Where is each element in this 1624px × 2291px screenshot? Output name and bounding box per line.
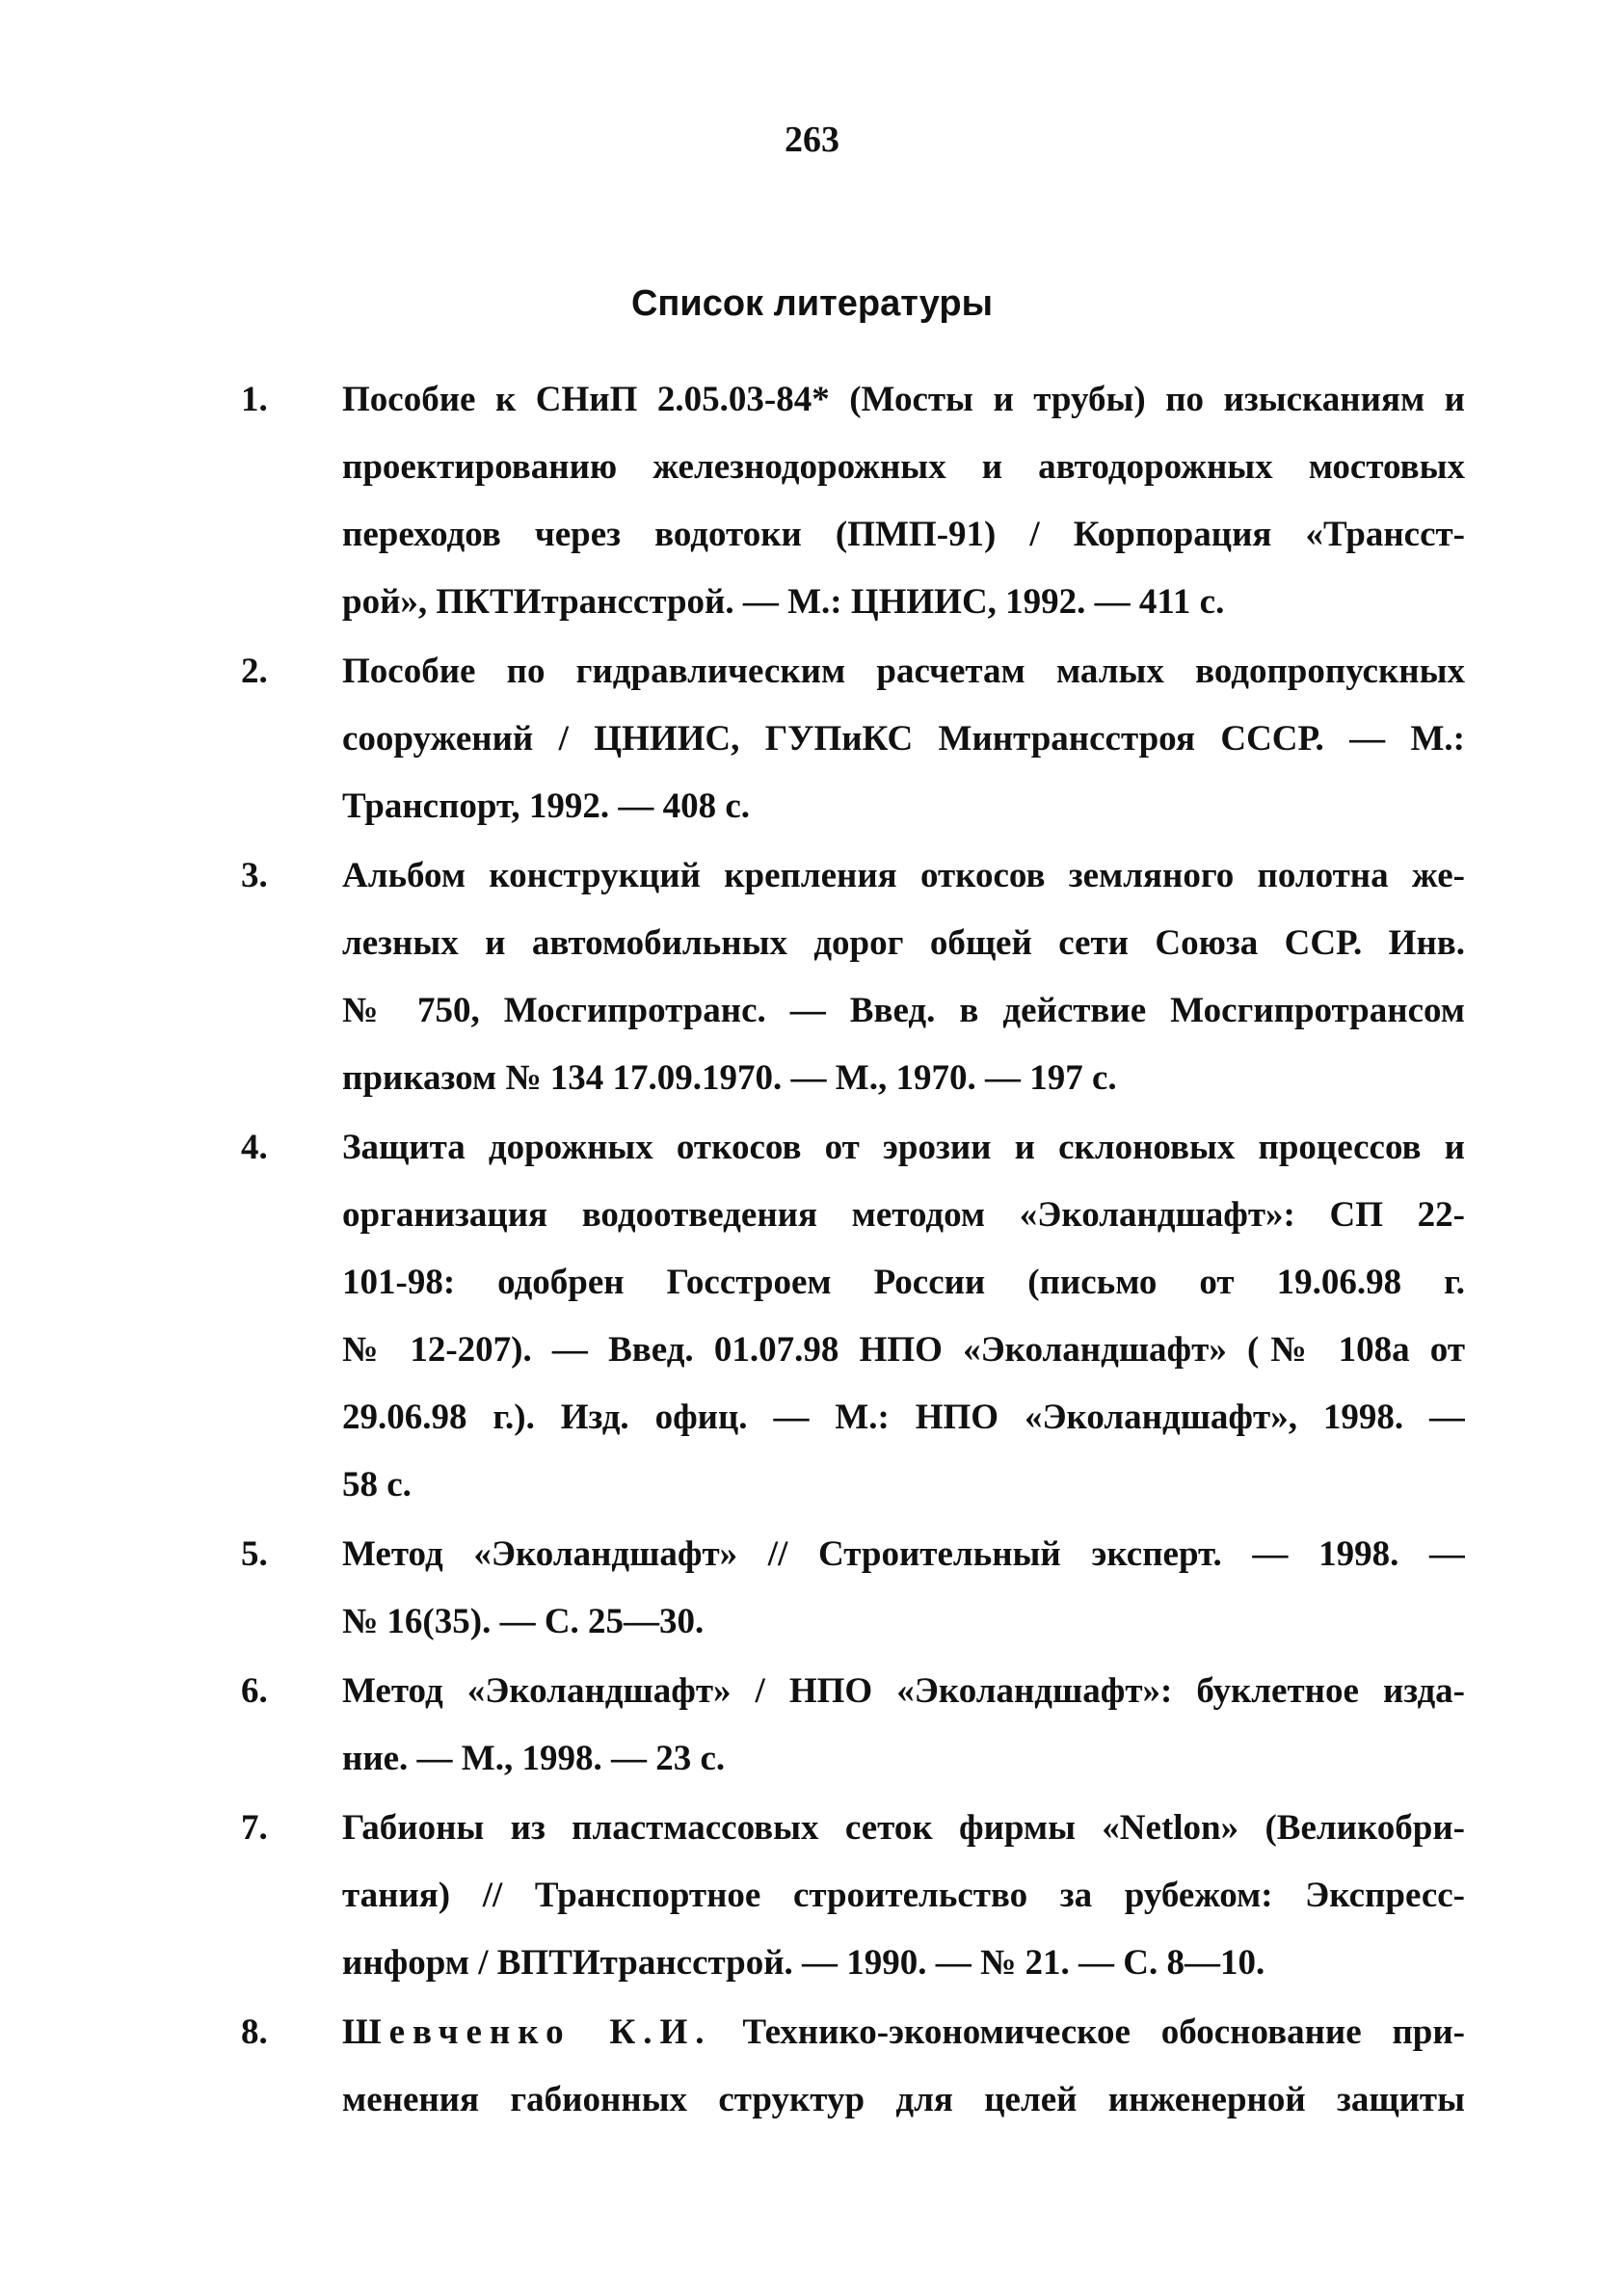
reference-line: лезных и автомобильных дорог общей сети Союза ССР. Инв.: [342, 923, 1465, 963]
reference-line: Транспорт, 1992. — 408 с.: [342, 786, 751, 826]
reference-line: 29.06.98 г.). Изд. офиц. — М.: НПО «Эколандшафт», 1998. —: [342, 1398, 1465, 1437]
reference-line: менения габионных структур для целей инженерной защиты: [342, 2080, 1465, 2119]
reference-author: Шевченко К.И.: [342, 2012, 712, 2052]
page-number: 263: [785, 120, 839, 160]
reference-line: Габионы из пластмассовых сеток фирмы «Netlon» (Великобри-: [342, 1808, 1465, 1848]
reference-item-1: [241, 366, 1465, 636]
reference-number: 8.: [241, 2012, 268, 2052]
reference-line: № 16(35). — С. 25—30.: [342, 1602, 705, 1641]
reference-number: 1.: [241, 380, 268, 419]
reference-number: 2.: [241, 652, 268, 691]
reference-line: Защита дорожных откосов от эрозии и склоновых процессов и: [342, 1128, 1465, 1167]
reference-line-text: Технико-экономическое обоснование при-: [711, 2012, 1465, 2052]
reference-item-5: [241, 1521, 1465, 1656]
reference-text: [342, 638, 1465, 840]
reference-text: [342, 842, 1465, 1112]
reference-line: Пособие по гидравлическим расчетам малых водопропускных: [342, 652, 1465, 691]
reference-line: № 750, Мосгипротранс. — Введ. в действие Мосгипротрансом: [342, 991, 1465, 1030]
reference-item-3: [241, 842, 1465, 1112]
reference-text: [342, 366, 1465, 636]
reference-line: приказом № 134 17.09.1970. — М., 1970. — 197 с.: [342, 1058, 1117, 1098]
reference-line: проектированию железнодорожных и автодорожных мостовых: [342, 447, 1465, 487]
reference-text: [342, 1795, 1465, 1997]
reference-item-4: [241, 1114, 1465, 1519]
reference-number: 7.: [241, 1808, 268, 1848]
reference-number: 6.: [241, 1671, 268, 1711]
reference-line: Альбом конструкций крепления откосов земляного полотна же-: [342, 856, 1465, 895]
reference-number: 3.: [241, 856, 268, 895]
reference-line: [342, 1999, 1465, 2066]
reference-item-8: [241, 1999, 1465, 2134]
page-title: Список литературы: [630, 283, 994, 324]
reference-list: [241, 366, 1465, 2136]
reference-item-2: [241, 638, 1465, 840]
reference-line: № 12-207). — Введ. 01.07.98 НПО «Эколандшафт» (№ 108а от: [342, 1330, 1465, 1370]
reference-line: переходов через водотоки (ПМП-91) / Корпорация «Трансст-: [342, 515, 1465, 554]
reference-item-6: [241, 1658, 1465, 1793]
reference-line: 58 с.: [342, 1465, 412, 1505]
reference-line: Метод «Эколандшафт» // Строительный эксперт. — 1998. —: [342, 1534, 1465, 1574]
reference-text: [342, 1658, 1465, 1793]
reference-line: ние. — М., 1998. — 23 с.: [342, 1739, 726, 1778]
reference-line: рой», ПКТИтрансстрой. — М.: ЦНИИС, 1992. — 411 с.: [342, 582, 1225, 622]
reference-line: тания) // Транспортное строительство за рубежом: Экспресс-: [342, 1876, 1465, 1915]
reference-line: сооружений / ЦНИИС, ГУПиКС Минтрансстроя СССР. — М.:: [342, 719, 1465, 759]
reference-text: [342, 1521, 1465, 1656]
reference-line: Пособие к СНиП 2.05.03-84* (Мосты и трубы) по изысканиям и: [342, 380, 1465, 419]
reference-line: Метод «Эколандшафт» / НПО «Эколандшафт»: буклетное изда-: [342, 1671, 1465, 1711]
reference-item-7: [241, 1795, 1465, 1997]
reference-line: организация водоотведения методом «Эколандшафт»: СП 22-: [342, 1195, 1465, 1235]
reference-line: информ / ВПТИтрансстрой. — 1990. — № 21. — С. 8—10.: [342, 1943, 1265, 1983]
reference-text: [342, 1114, 1465, 1519]
reference-line: 101-98: одобрен Госстроем России (письмо от 19.06.98 г.: [342, 1263, 1465, 1302]
reference-number: 5.: [241, 1534, 268, 1574]
reference-text: [342, 1999, 1465, 2134]
reference-number: 4.: [241, 1128, 268, 1167]
